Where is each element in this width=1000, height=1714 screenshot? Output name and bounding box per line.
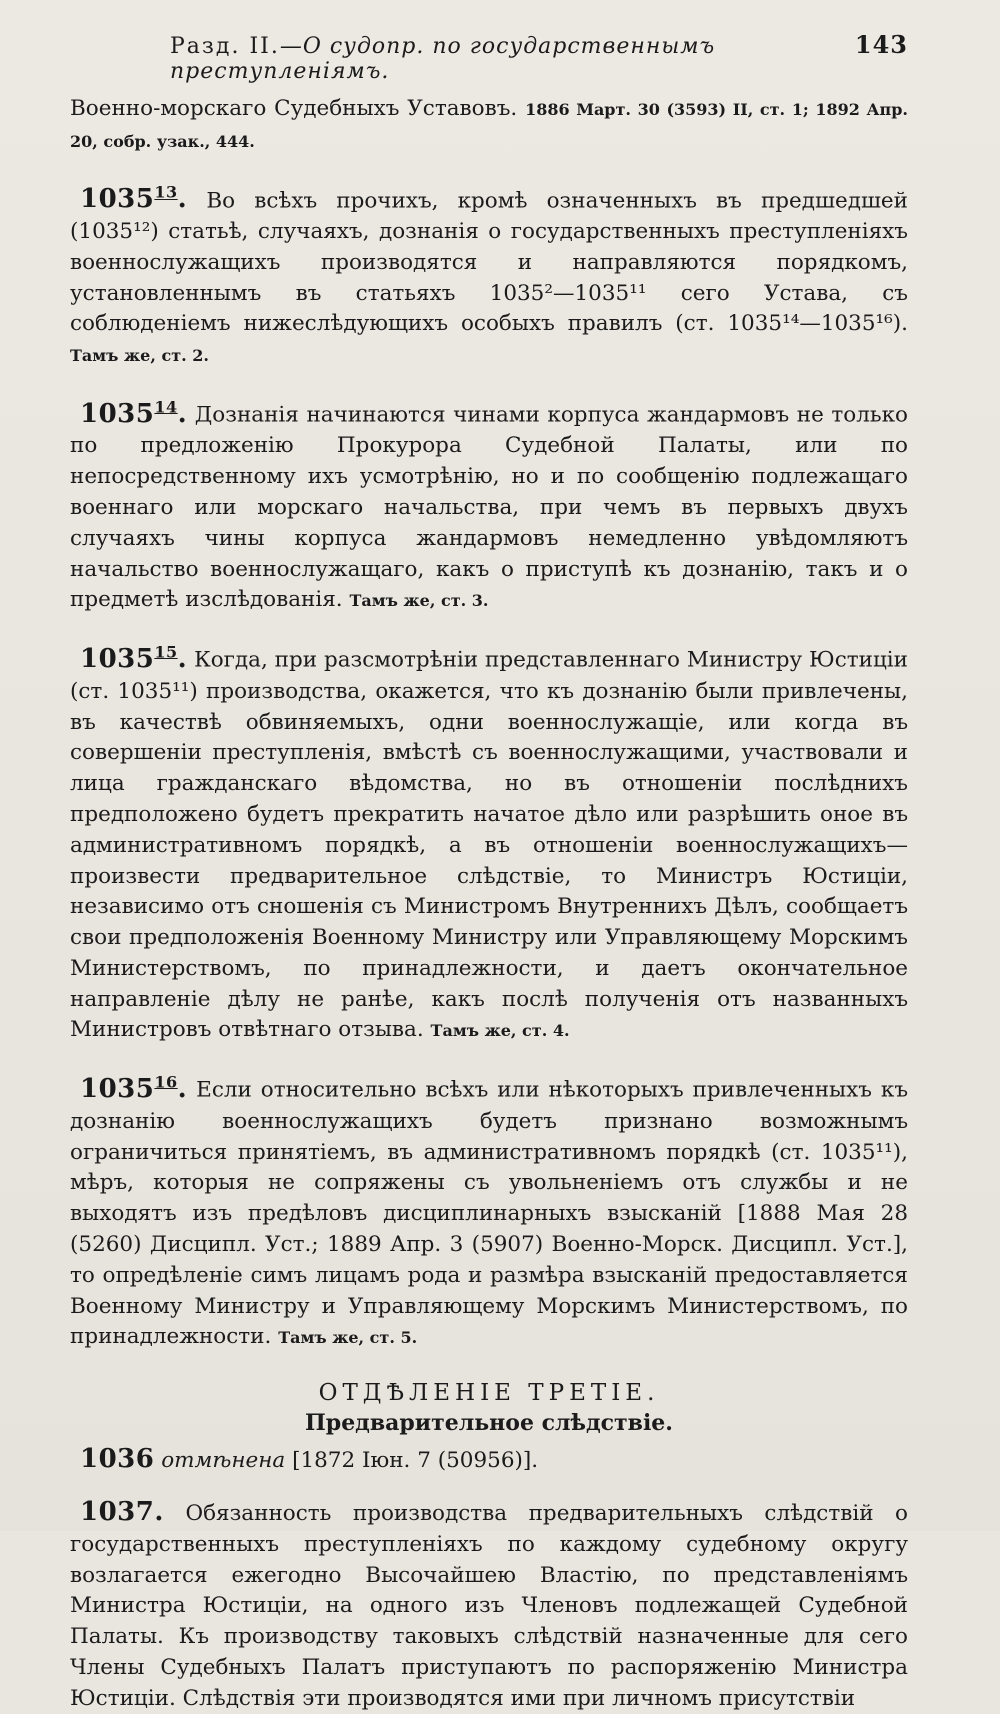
article-text: Во всѣхъ прочихъ, кромѣ означенныхъ въ предшедшей (1035¹²) статьѣ, случаяхъ, дознанія о государственныхъ преступленіяхъ военнослужащихъ производятся и направляются порядкомъ, установленнымъ въ статьяхъ 1035²—1035¹¹ сего Устава, съ соблюденіемъ нижеслѣдующихъ особыхъ правилъ (ст. 1035¹⁴—1035¹⁶). [70, 188, 908, 337]
page-number: 143 [854, 30, 908, 59]
section-label: Разд. II. [170, 34, 280, 59]
header-title: —О судопр. по государственнымъ преступленіямъ. [170, 34, 716, 84]
section-subtitle: Предварительное слѣдствіе. [305, 1410, 673, 1437]
article-1035-15 [70, 637, 908, 1047]
running-head [170, 30, 908, 84]
section-heading: ОТДѢЛЕНІЕ ТРЕТІЕ. [318, 1380, 660, 1407]
annulled-label: отмѣнена [161, 1448, 286, 1474]
article-text: Дознанія начинаются чинами корпуса жандармовъ не только по предложенію Прокурора Судебной Палаты, или по непосредственному ихъ усмотрѣнію, но и по сообщенію подлежащаго военнаго или морскаго начальства, при чемъ въ первыхъ двухъ случаяхъ чины корпуса жандармовъ немедленно увѣдомляютъ начальство военнослужащаго, какъ о приступѣ къ дознанію, такъ и о предметѣ изслѣдованія. [70, 402, 908, 613]
article-number: 1035$^{13}$. [80, 182, 188, 215]
article-text: [1872 Іюн. 7 (50956)]. [292, 1448, 539, 1474]
article-1035-13 [70, 178, 908, 372]
article-number: 1035$^{15}$. [80, 642, 188, 674]
article-number: 1036 [80, 1444, 155, 1475]
intro-paragraph [70, 94, 908, 158]
article-ref: Тамъ же, ст. 5. [278, 1328, 418, 1348]
article-number: 1035$^{16}$. [80, 1072, 188, 1104]
article-text: Если относительно всѣхъ или нѣкоторыхъ привлеченныхъ къ дознанію военнослужащихъ будетъ признано возможнымъ ограничиться принятіемъ, въ административномъ порядкѣ (ст. 1035¹¹), мѣръ, которыя не сопряжены съ увольненіемъ отъ службы и не выходятъ изъ предѣловъ дисциплинарныхъ взысканій [1888 Мая 28 (5260) Дисципл. Уст.; 1889 Апр. 3 (5907) Военно-Морск. Дисципл. Уст.], то опредѣленіе симъ лицамъ рода и размѣра взысканій предоставляется Военному Министру и Управляющему Морскимъ Министерствомъ, по принадлежности. [70, 1077, 908, 1350]
article-ref: Тамъ же, ст. 2. [70, 346, 209, 366]
running-title [170, 34, 855, 84]
article-ref: Тамъ же, ст. 3. [349, 591, 489, 611]
article-1035-16 [70, 1067, 908, 1354]
article-1035-14 [70, 392, 908, 617]
article-text: Когда, при разсмотрѣніи представленнаго Министру Юстиціи (ст. 1035¹¹) производства, окажется, что къ дознанію были привлечены, въ качествѣ обвиняемыхъ, одни военнослужащіе, или когда въ совершеніи преступленія, вмѣстѣ съ военнослужащими, участвовали и лица гражданскаго вѣдомства, но въ отношеніи послѣднихъ предположено будетъ прекратить начатое дѣло или разрѣшить оное въ административномъ порядкѣ, а въ отношеніи военнослужащихъ—произвести предварительное слѣдствіе, то Министръ Юстиціи, независимо отъ сношенія съ Министромъ Внутреннихъ Дѣлъ, сообщаетъ свои предположенія Военному Министру или Управляющему Морскимъ Министерствомъ, по принадлежности, и даетъ окончательное направленіе дѣлу не ранѣе, какъ послѣ полученія отъ названныхъ Министровъ отвѣтнаго отзыва. [70, 647, 909, 1043]
intro-ref: 1886 Март. 30 (3593) II, ст. 1; 1892 Апр. 20, собр. узак., 444. [70, 100, 908, 151]
article-1036 [70, 1444, 908, 1477]
intro-text: Военно-морскаго Судебныхъ Уставовъ. [70, 96, 518, 121]
article-number: 1035$^{14}$. [80, 397, 188, 429]
article-1037 [70, 1497, 908, 1714]
article-number: 1037. [80, 1496, 164, 1527]
article-text: Обязанность производства предварительныхъ слѣдствій о государственныхъ преступленіяхъ по каждому судебному округу возлагается ежегодно Высочайшею Властію, по представленіямъ Министра Юстиціи, на одного изъ Членовъ подлежащей Судебной Палаты. Къ производству таковыхъ слѣдствій назначенные для сего Члены Судебныхъ Палатъ приступаютъ по распоряженію Министра Юстиціи. Слѣдствія эти производятся ими при личномъ присутствіи [70, 1500, 908, 1711]
article-ref: Тамъ же, ст. 4. [430, 1021, 570, 1041]
